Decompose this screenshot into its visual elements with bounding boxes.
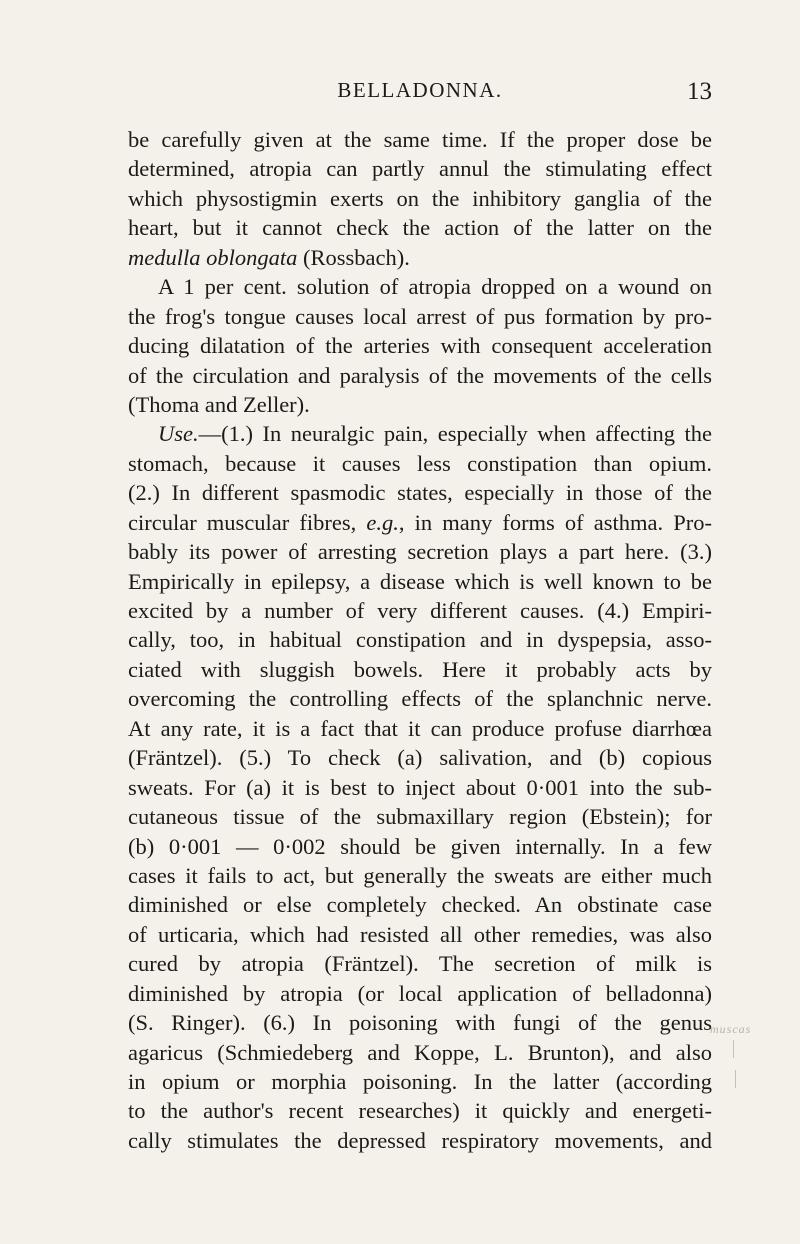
text-line: circular muscular fibres, e.g., in many forms of asthma. Pro- [128,509,712,535]
text-line: agaricus (Schmiedeberg and Koppe, L. Brunton), and also [128,1039,712,1065]
text-line: Use.—(1.) In neuralgic pain, especially when affecting the [158,421,712,447]
text-line: (Thoma and Zeller). [128,391,310,417]
text-line: cured by atropia (Fräntzel). The secretion of milk is [128,951,712,977]
text-line: determined, atropia can partly annul the stimulating effect [128,156,712,182]
text-line: ciated with sluggish bowels. Here it probably acts by [128,656,712,682]
text-line: (2.) In different spasmodic states, especially in those of the [128,480,712,506]
text-line: cases it fails to act, but generally the sweats are either much [128,862,712,888]
text-line: the frog's tongue causes local arrest of pus formation by pro- [128,303,712,329]
text-line: (Fräntzel). (5.) To check (a) salivation, and (b) copious [128,745,712,771]
text-line: cutaneous tissue of the submaxillary region (Ebstein); for [128,804,712,830]
text-line: At any rate, it is a fact that it can produce profuse diarrhœa [128,715,712,741]
body-text [128,125,712,1155]
margin-mark [735,1070,736,1088]
text-line: overcoming the controlling effects of the splanchnic nerve. [128,686,712,712]
text-line: medulla oblongata (Rossbach). [128,244,410,270]
text-line: sweats. For (a) it is best to inject about 0·001 into the sub- [128,774,712,800]
text-line: of urticaria, which had resisted all other remedies, was also [128,921,712,947]
running-title: BELLADONNA. [337,78,503,102]
text-line: which physostigmin exerts on the inhibitory ganglia of the [128,185,712,211]
text-line: bably its power of arresting secretion plays a part here. (3.) [128,539,712,565]
page-number: 13 [687,78,712,105]
text-line: (S. Ringer). (6.) In poisoning with fungi of the genus [128,1010,712,1036]
margin-mark [733,1040,734,1058]
text-line: be carefully given at the same time. If the proper dose be [128,127,712,152]
text-line: heart, but it cannot check the action of the latter on the [128,215,712,241]
text-line: Empirically in epilepsy, a disease which is well known to be [128,568,712,594]
text-line: excited by a number of very different causes. (4.) Empiri- [128,598,712,623]
text-line: cally stimulates the depressed respiratory movements, and [128,1127,712,1153]
text-line: to the author's recent researches) it quickly and energeti- [128,1098,712,1124]
text-line: in opium or morphia poisoning. In the latter (according [128,1069,712,1094]
text-line: diminished by atropia (or local application of belladonna) [128,980,712,1006]
text-line: ducing dilatation of the arteries with consequent acceleration [128,333,712,359]
text-line: of the circulation and paralysis of the movements of the cells [128,362,712,388]
text-line: (b) 0·001 — 0·002 should be given internally. In a few [128,833,712,859]
running-head [128,78,712,108]
text-line: diminished or else completely checked. An obstinate case [128,892,712,918]
text-line: cally, too, in habitual constipation and in dyspepsia, asso- [128,627,712,653]
margin-annotation: muscas [710,1022,752,1036]
text-line: stomach, because it causes less constipation than opium. [128,450,712,476]
text-line: A 1 per cent. solution of atropia dropped on a wound on [158,274,712,300]
